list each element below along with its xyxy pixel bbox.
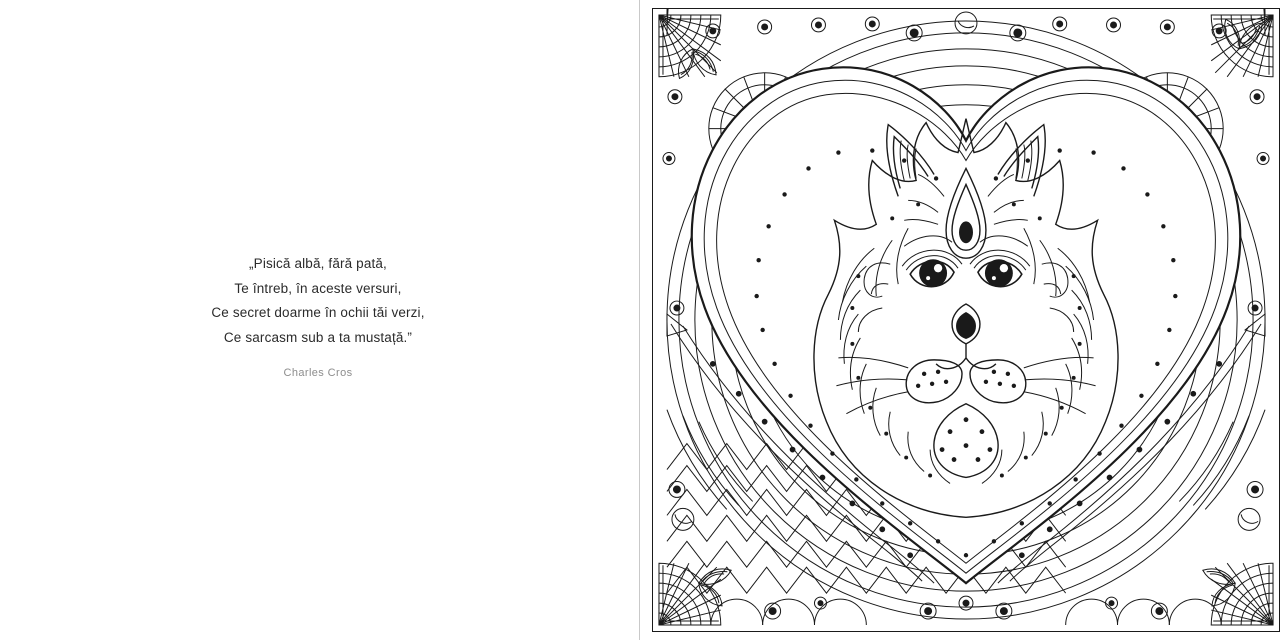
quote-line-3: Ce secret doarme în ochii tăi verzi, <box>211 305 425 320</box>
illustration-frame <box>652 8 1280 632</box>
quote-attribution: Charles Cros <box>283 367 353 379</box>
right-page <box>640 0 1280 640</box>
cat-face-heart-mandala-illustration <box>653 9 1279 631</box>
quote-line-2: Te întreb, în aceste versuri, <box>234 280 402 296</box>
quote-line-4: Ce sarcasm sub a ta mustață.” <box>223 329 413 345</box>
quote-line-1: „Pisică albă, fără pată, <box>249 256 387 271</box>
quote-block <box>0 252 636 379</box>
